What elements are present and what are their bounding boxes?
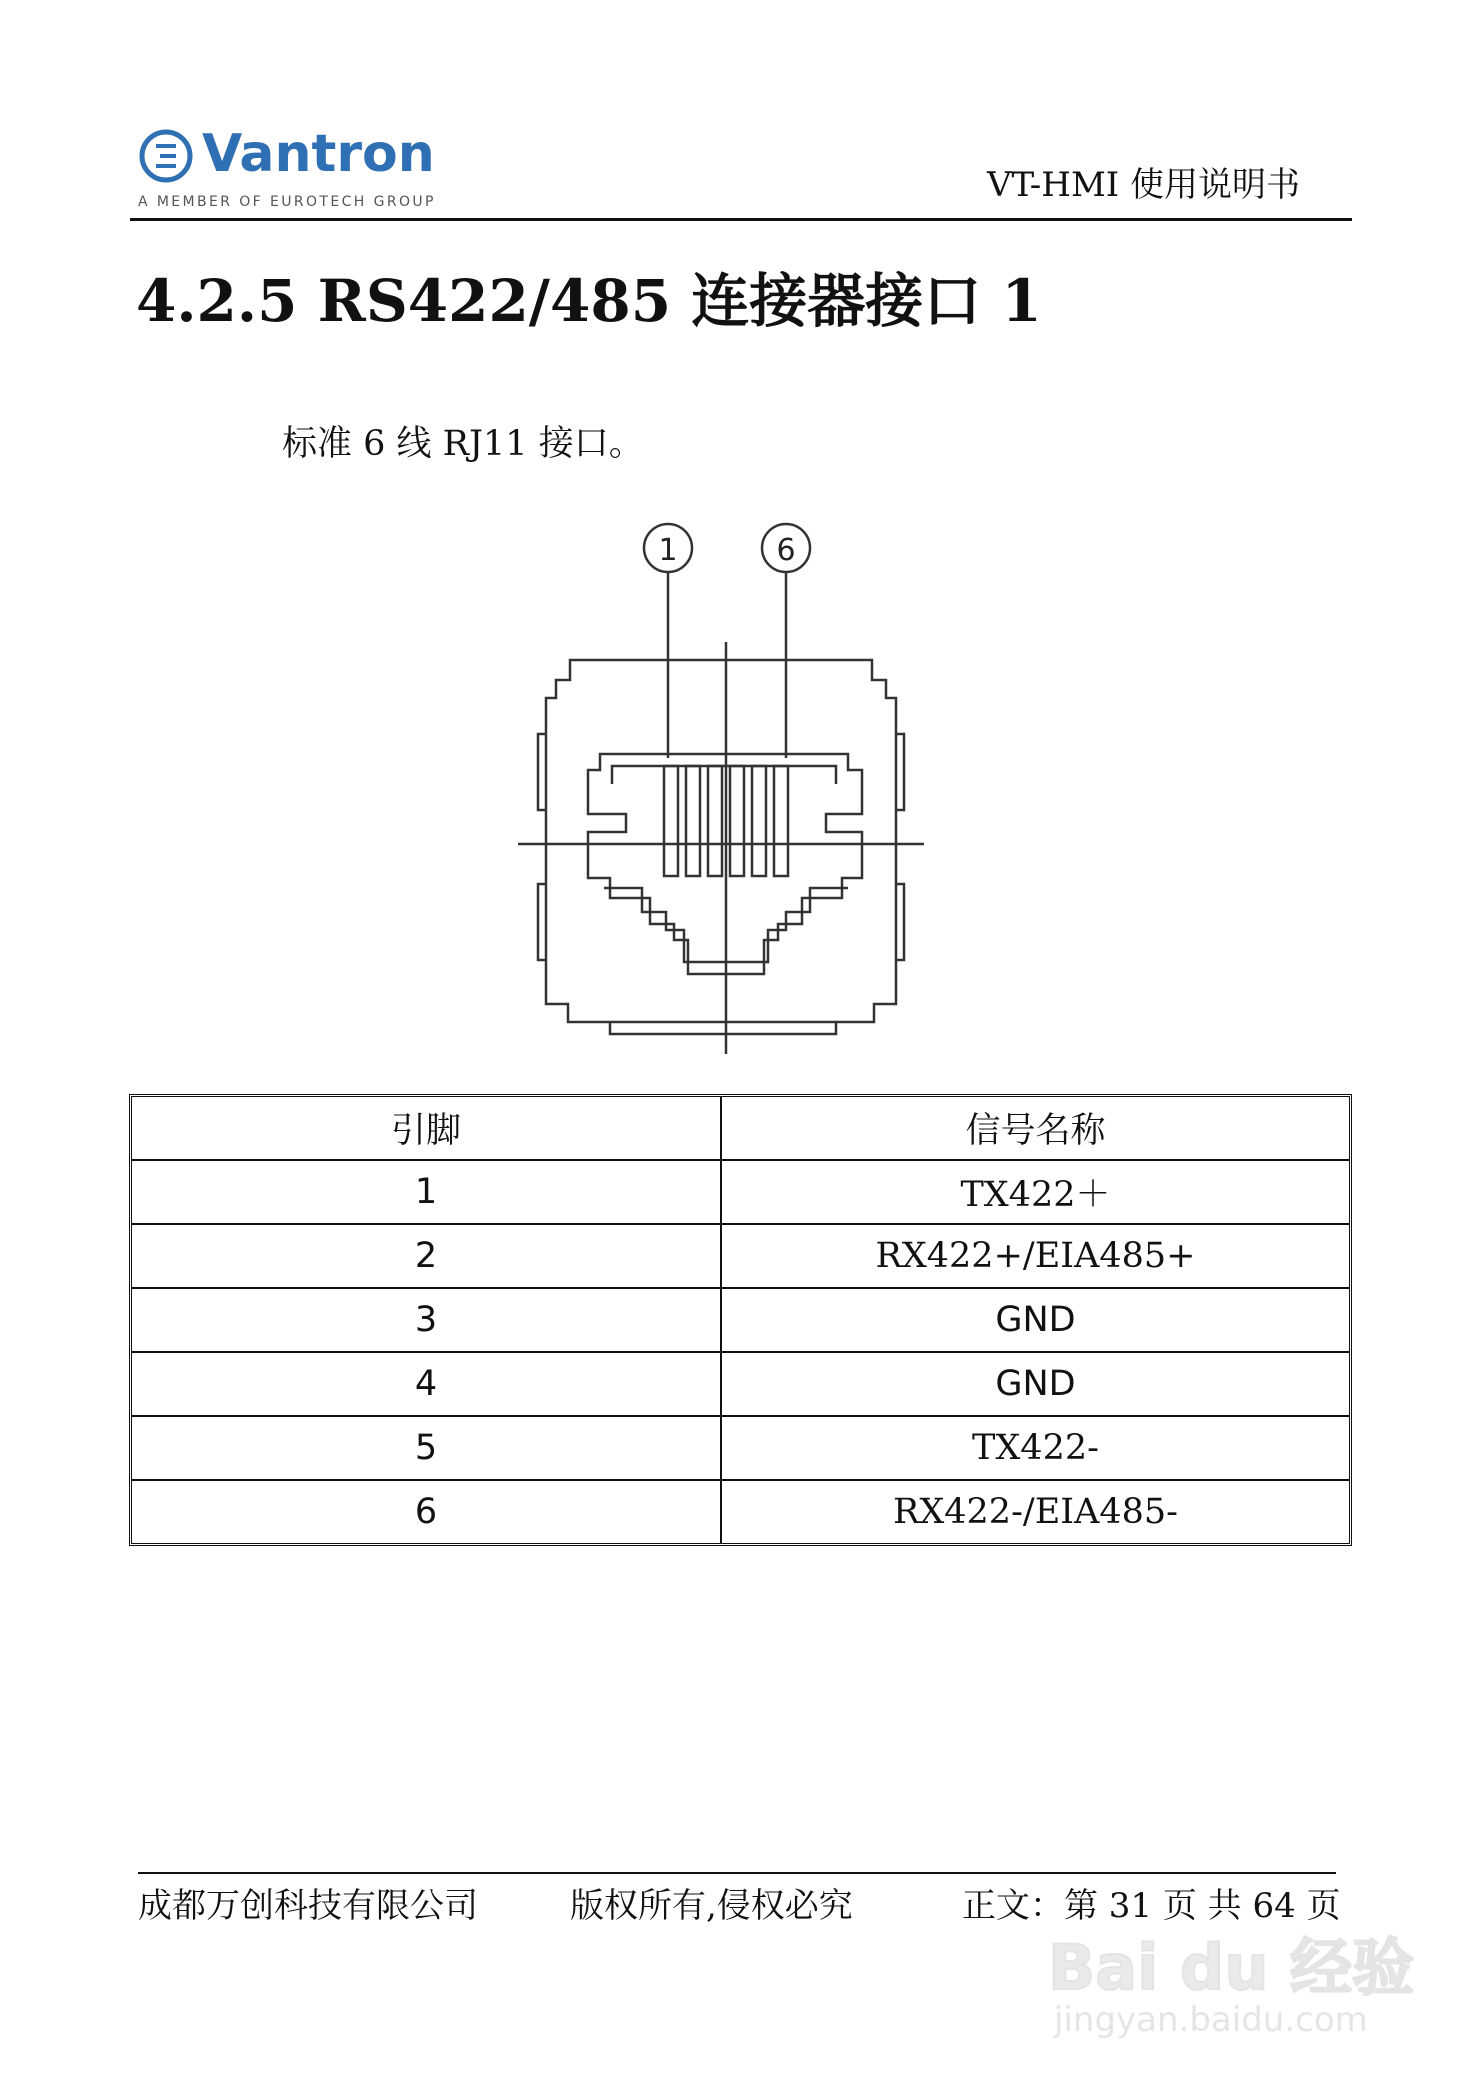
pin-cell: 1: [132, 1161, 722, 1225]
signal-cell: GND: [722, 1353, 1349, 1417]
document-title: VT-HMI 使用说明书: [986, 165, 1300, 205]
table-row: [132, 1161, 1349, 1225]
table-header-cell: 信号名称: [722, 1097, 1349, 1161]
pin-cell: 6: [132, 1481, 722, 1543]
signal-cell: TX422-: [722, 1417, 1349, 1481]
table-row: [132, 1417, 1349, 1481]
table-row: [132, 1481, 1349, 1543]
vantron-logo-icon: [138, 128, 194, 184]
footer-company: 成都万创科技有限公司: [138, 1886, 478, 1926]
signal-cell: RX422-/EIA485-: [893, 1492, 1178, 1532]
header-divider: [130, 218, 1352, 221]
logo-tagline: A MEMBER OF EUROTECH GROUP: [138, 194, 436, 210]
intro-text: 标准 6 线 RJ11 接口。: [282, 424, 644, 464]
section-heading: 4.2.5 RS422/485 连接器接口 1: [136, 267, 1042, 335]
table-row: [132, 1225, 1349, 1289]
table-header-cell: 引脚: [132, 1097, 722, 1161]
callout-label-6: 6: [776, 533, 796, 568]
signal-cell: GND: [722, 1289, 1349, 1353]
pin-cell: 2: [132, 1225, 722, 1289]
pin-cell: 4: [132, 1353, 722, 1417]
pin-signal-table: [129, 1094, 1352, 1546]
logo-wordmark: Vantron: [202, 124, 435, 184]
pin-cell: 5: [132, 1417, 722, 1481]
footer-page-number: 正文：第 31 页 共 64 页: [962, 1886, 1341, 1926]
baidu-watermark: [1048, 1918, 1415, 2058]
table-header-row: [132, 1097, 1349, 1161]
table-row: [132, 1289, 1349, 1353]
watermark-url: jingyan.baidu.com: [1054, 2000, 1368, 2040]
signal-cell: RX422+/EIA485+: [722, 1225, 1349, 1289]
callout-label-1: 1: [658, 533, 678, 568]
watermark-brand: Bai du 经验: [1048, 1931, 1415, 2004]
signal-cell: TX422＋: [722, 1161, 1349, 1225]
rj11-connector-diagram: [470, 484, 990, 1084]
table-row: [132, 1353, 1349, 1417]
footer-divider: [138, 1872, 1336, 1874]
footer-copyright: 版权所有,侵权必究: [570, 1886, 853, 1926]
company-logo: [138, 124, 438, 214]
pin-cell: 3: [132, 1289, 722, 1353]
